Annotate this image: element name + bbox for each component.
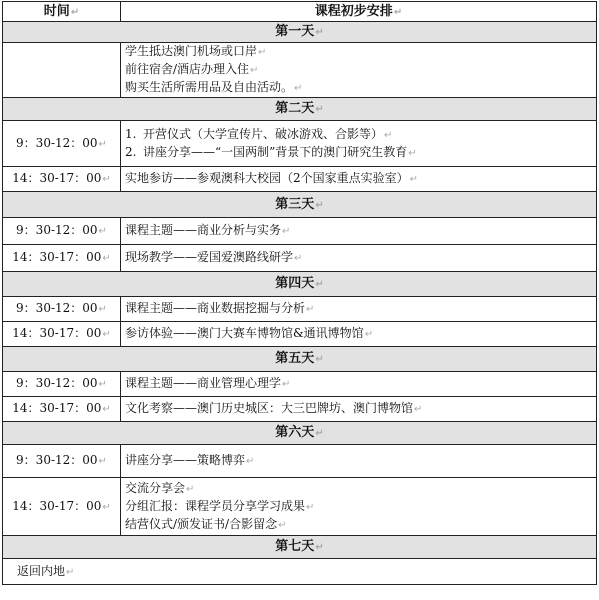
time-text: 9：30-12：00 xyxy=(16,301,98,315)
time-cell xyxy=(3,218,121,245)
time-text: 9：30-12：00 xyxy=(16,376,98,390)
time-cell xyxy=(3,397,121,422)
activity-line xyxy=(125,300,592,318)
activity-line xyxy=(125,79,592,97)
paragraph-mark: ↵ xyxy=(364,329,374,340)
activity-line xyxy=(125,222,592,240)
day-title xyxy=(3,422,597,445)
activity-line xyxy=(125,400,592,418)
activity-line xyxy=(125,249,592,267)
schedule-table xyxy=(2,1,597,585)
activity-text: 课程主题——商业管理心理学 xyxy=(125,376,282,390)
paragraph-mark: ↵ xyxy=(66,566,75,578)
activity-text: 讲座分享——策略博弈 xyxy=(125,453,246,467)
activity-cell xyxy=(121,218,597,245)
activity-text: 返回内地 xyxy=(17,563,66,578)
activity-cell xyxy=(121,245,597,272)
activity-line xyxy=(125,498,592,516)
activity-text: 前往宿舍/酒店办理入住 xyxy=(125,62,250,76)
activity-cell xyxy=(121,372,597,397)
activity-text: 讲座分享——“一国两制”背景下的澳门研究生教育 xyxy=(143,144,408,159)
paragraph-mark: ↵ xyxy=(102,404,111,415)
activity-line xyxy=(125,144,592,162)
paragraph-mark: ↵ xyxy=(414,404,423,415)
day-header-row xyxy=(3,22,597,43)
time-cell xyxy=(3,445,121,478)
time-text: 14：30-17：00 xyxy=(12,498,102,513)
day-header-row xyxy=(3,536,597,559)
day-header-row xyxy=(3,422,597,445)
activity-text: 结营仪式/颁发证书/合影留念 xyxy=(125,516,278,531)
paragraph-mark: ↵ xyxy=(408,147,417,159)
time-cell xyxy=(3,322,121,347)
schedule-slot-row xyxy=(3,167,597,192)
paragraph-mark: ↵ xyxy=(315,199,324,211)
time-cell xyxy=(3,478,121,536)
activity-cell xyxy=(121,167,597,192)
schedule-slot-row xyxy=(3,322,597,347)
time-text: 14：30-17：00 xyxy=(12,250,102,264)
header-row xyxy=(3,2,597,22)
activity-cell xyxy=(121,478,597,536)
time-cell xyxy=(3,372,121,397)
paragraph-mark: ↵ xyxy=(315,279,324,290)
day-title-text: 第七天 xyxy=(275,539,315,554)
schedule-slot-row xyxy=(3,245,597,272)
activity-line xyxy=(125,375,592,393)
paragraph-mark: ↵ xyxy=(250,65,259,76)
paragraph-mark: ↵ xyxy=(282,379,291,390)
paragraph-mark: ↵ xyxy=(70,6,80,18)
schedule-body xyxy=(3,22,597,585)
paragraph-mark: ↵ xyxy=(102,253,111,264)
paragraph-mark: ↵ xyxy=(98,304,107,315)
time-text: 14：30-17：00 xyxy=(12,171,102,185)
paragraph-mark: ↵ xyxy=(315,104,324,115)
activity-line xyxy=(125,170,592,188)
activity-cell xyxy=(121,297,597,322)
time-text: 9：30-12：00 xyxy=(16,453,98,467)
day-title xyxy=(3,192,597,218)
activity-text: 课程主题——商业数据挖掘与分析 xyxy=(125,301,306,315)
day-title-text: 第一天 xyxy=(275,24,315,39)
list-number: 1. xyxy=(125,126,137,141)
schedule-slot-row xyxy=(3,121,597,167)
schedule-slot-row xyxy=(3,397,597,422)
paragraph-mark: ↵ xyxy=(186,483,195,495)
paragraph-mark: ↵ xyxy=(102,329,111,340)
activity-text: 学生抵达澳门机场或口岸 xyxy=(125,44,258,58)
day-title xyxy=(3,98,597,121)
schedule-slot-row xyxy=(3,478,597,536)
day-title xyxy=(3,347,597,372)
paragraph-mark: ↵ xyxy=(315,27,324,38)
time-text: 14：30-17：00 xyxy=(12,401,102,415)
activity-text: 分组汇报：课程学员分享学习成果 xyxy=(125,498,306,513)
day-header-row xyxy=(3,272,597,297)
activity-line xyxy=(125,43,592,61)
time-cell xyxy=(3,121,121,167)
paragraph-mark: ↵ xyxy=(102,501,111,513)
day-header-row xyxy=(3,347,597,372)
time-cell xyxy=(3,167,121,192)
schedule-slot-row xyxy=(3,445,597,478)
plan-column-header: 课程初步安排↵ xyxy=(121,2,597,22)
day-title xyxy=(3,272,597,297)
paragraph-mark: ↵ xyxy=(102,174,111,185)
activity-text: 交流分享会 xyxy=(125,480,186,495)
activity-line xyxy=(125,480,592,498)
activity-cell xyxy=(121,43,597,98)
time-text: 14：30-17：00 xyxy=(12,326,102,340)
activity-text: 开营仪式（大学宣传片、破冰游戏、合影等） xyxy=(143,126,384,141)
day-title-text: 第四天 xyxy=(275,276,315,291)
paragraph-mark: ↵ xyxy=(98,456,107,467)
activity-line xyxy=(125,61,592,79)
day-title-text: 第三天 xyxy=(275,196,315,212)
time-cell xyxy=(3,245,121,272)
paragraph-mark: ↵ xyxy=(393,6,403,18)
time-cell xyxy=(3,43,121,98)
activity-line xyxy=(125,516,592,534)
time-cell xyxy=(3,297,121,322)
time-text: 9：30-12：00 xyxy=(16,135,98,150)
activity-line xyxy=(125,452,592,470)
paragraph-mark: ↵ xyxy=(294,253,303,264)
paragraph-mark: ↵ xyxy=(294,83,303,94)
paragraph-mark: ↵ xyxy=(315,354,324,365)
paragraph-mark: ↵ xyxy=(306,304,315,315)
list-number: 2. xyxy=(125,144,137,159)
schedule-slot-row xyxy=(3,372,597,397)
paragraph-mark: ↵ xyxy=(315,542,324,553)
time-text: 9：30-12：00 xyxy=(16,223,98,237)
day-title xyxy=(3,22,597,43)
activity-cell xyxy=(121,445,597,478)
day-title-text: 第二天 xyxy=(275,101,315,116)
paragraph-mark: ↵ xyxy=(98,138,107,150)
activity-text: 参访体验——澳门大赛车博物馆&通讯博物馆 xyxy=(125,326,364,340)
day-header-row xyxy=(3,98,597,121)
activity-line xyxy=(17,563,592,581)
schedule-slot-row xyxy=(3,297,597,322)
activity-text: 现场教学——爱国爱澳路线研学 xyxy=(125,250,294,264)
paragraph-mark: ↵ xyxy=(246,456,255,467)
paragraph-mark: ↵ xyxy=(258,47,267,58)
paragraph-mark: ↵ xyxy=(282,226,291,237)
activity-cell xyxy=(121,397,597,422)
day-header-row xyxy=(3,192,597,218)
activity-text: 实地参访——参观澳科大校园（2个国家重点实验室） xyxy=(125,171,409,185)
activity-cell xyxy=(121,322,597,347)
activity-text: 课程主题——商业分析与实务 xyxy=(125,223,282,237)
activity-cell xyxy=(121,121,597,167)
schedule-slot-row xyxy=(3,218,597,245)
activity-text: 文化考察——澳门历史城区：大三巴牌坊、澳门博物馆 xyxy=(125,401,414,415)
activity-text: 购买生活所需用品及自由活动。 xyxy=(125,80,294,94)
activity-cell xyxy=(3,559,597,585)
day-title-text: 第六天 xyxy=(275,425,315,440)
day-title xyxy=(3,536,597,559)
activity-line xyxy=(125,126,592,144)
time-column-header: 时间↵ xyxy=(3,2,121,22)
schedule-slot-row xyxy=(3,559,597,585)
paragraph-mark: ↵ xyxy=(98,379,107,390)
day-title-text: 第五天 xyxy=(275,351,315,366)
activity-line xyxy=(125,325,592,343)
paragraph-mark: ↵ xyxy=(384,129,393,141)
paragraph-mark: ↵ xyxy=(306,501,315,513)
schedule-slot-row xyxy=(3,43,597,98)
paragraph-mark: ↵ xyxy=(278,519,287,531)
paragraph-mark: ↵ xyxy=(315,428,324,439)
paragraph-mark: ↵ xyxy=(98,226,107,237)
paragraph-mark: ↵ xyxy=(409,174,419,185)
